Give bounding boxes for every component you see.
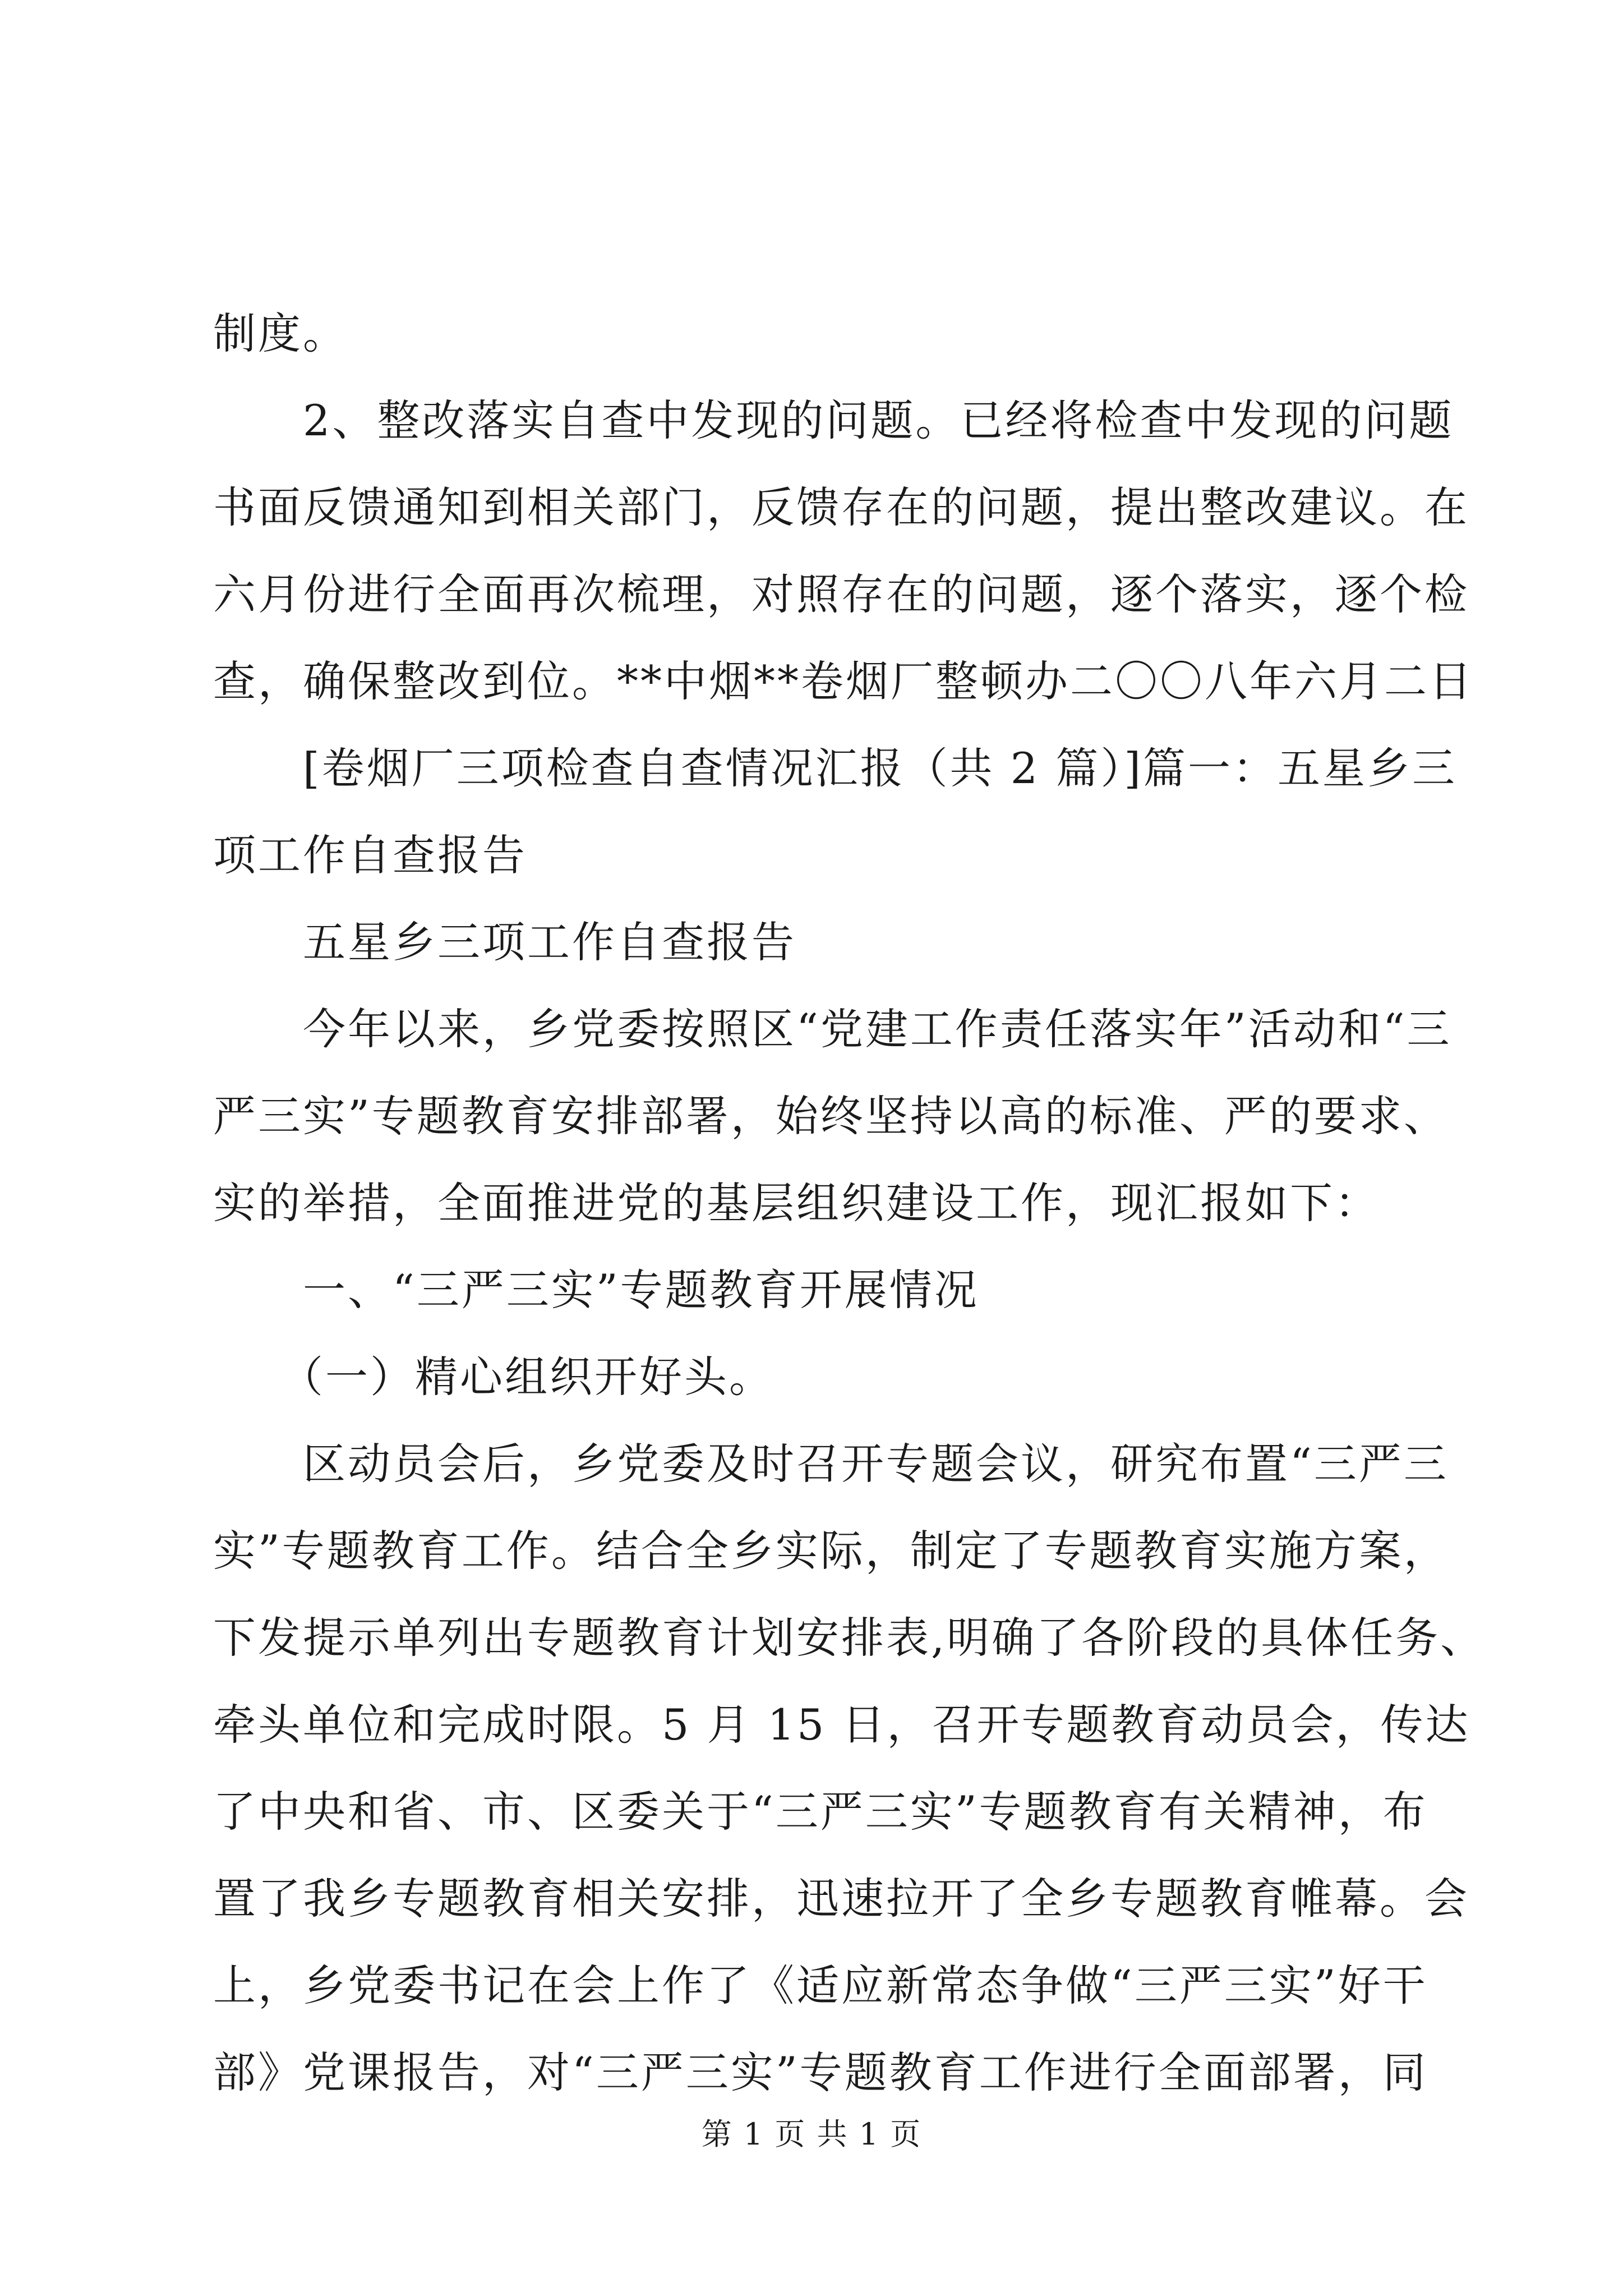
- body-line: 实”专题教育工作。结合全乡实际，制定了专题教育实施方案，: [213, 1526, 1449, 1576]
- body-line: 实的举措，全面推进党的基层组织建设工作，现汇报如下：: [213, 1178, 1380, 1228]
- body-line: 查，确保整改到位。**中烟**卷烟厂整顿办二〇〇八年六月二日: [213, 656, 1474, 706]
- subsection-heading: （一）精心组织开好头。: [280, 1352, 774, 1402]
- body-line: 2、整改落实自查中发现的问题。已经将检查中发现的问题: [303, 395, 1454, 445]
- body-line: 了中央和省、市、区委关于“三严三实”专题教育有关精神，布: [213, 1787, 1428, 1837]
- body-line: 制度。: [213, 309, 348, 358]
- heading-line: 项工作自查报告: [213, 830, 527, 880]
- page-footer: 第 1 页 共 1 页: [701, 2116, 922, 2152]
- document-title: 五星乡三项工作自查报告: [303, 917, 796, 967]
- body-line: 书面反馈通知到相关部门，反馈存在的问题，提出整改建议。在: [213, 482, 1469, 532]
- body-line: 部》党课报告，对“三严三实”专题教育工作进行全面部署，同: [213, 2047, 1428, 2097]
- body-line: 六月份进行全面再次梳理，对照存在的问题，逐个落实，逐个检: [213, 569, 1469, 619]
- body-line: 今年以来，乡党委按照区“党建工作责任落实年”活动和“三: [303, 1004, 1452, 1054]
- body-line: 牵头单位和完成时限。5 月 15 日，召开专题教育动员会，传达: [213, 1700, 1470, 1750]
- body-line: 上，乡党委书记在会上作了《适应新常态争做“三严三实”好干: [213, 1961, 1428, 2010]
- heading-line: [卷烟厂三项检查自查情况汇报（共 2 篇）]篇一：五星乡三: [303, 743, 1457, 793]
- section-heading: 一、“三严三实”专题教育开展情况: [303, 1265, 979, 1315]
- body-line: 置了我乡专题教育相关安排，迅速拉开了全乡专题教育帷幕。会: [213, 1874, 1469, 1924]
- body-line: 区动员会后，乡党委及时召开专题会议，研究布置“三严三: [303, 1439, 1449, 1489]
- body-line: 下发提示单列出专题教育计划安排表,明确了各阶段的具体任务、: [213, 1613, 1486, 1663]
- body-line: 严三实”专题教育安排部署，始终坚持以高的标准、严的要求、: [213, 1091, 1449, 1141]
